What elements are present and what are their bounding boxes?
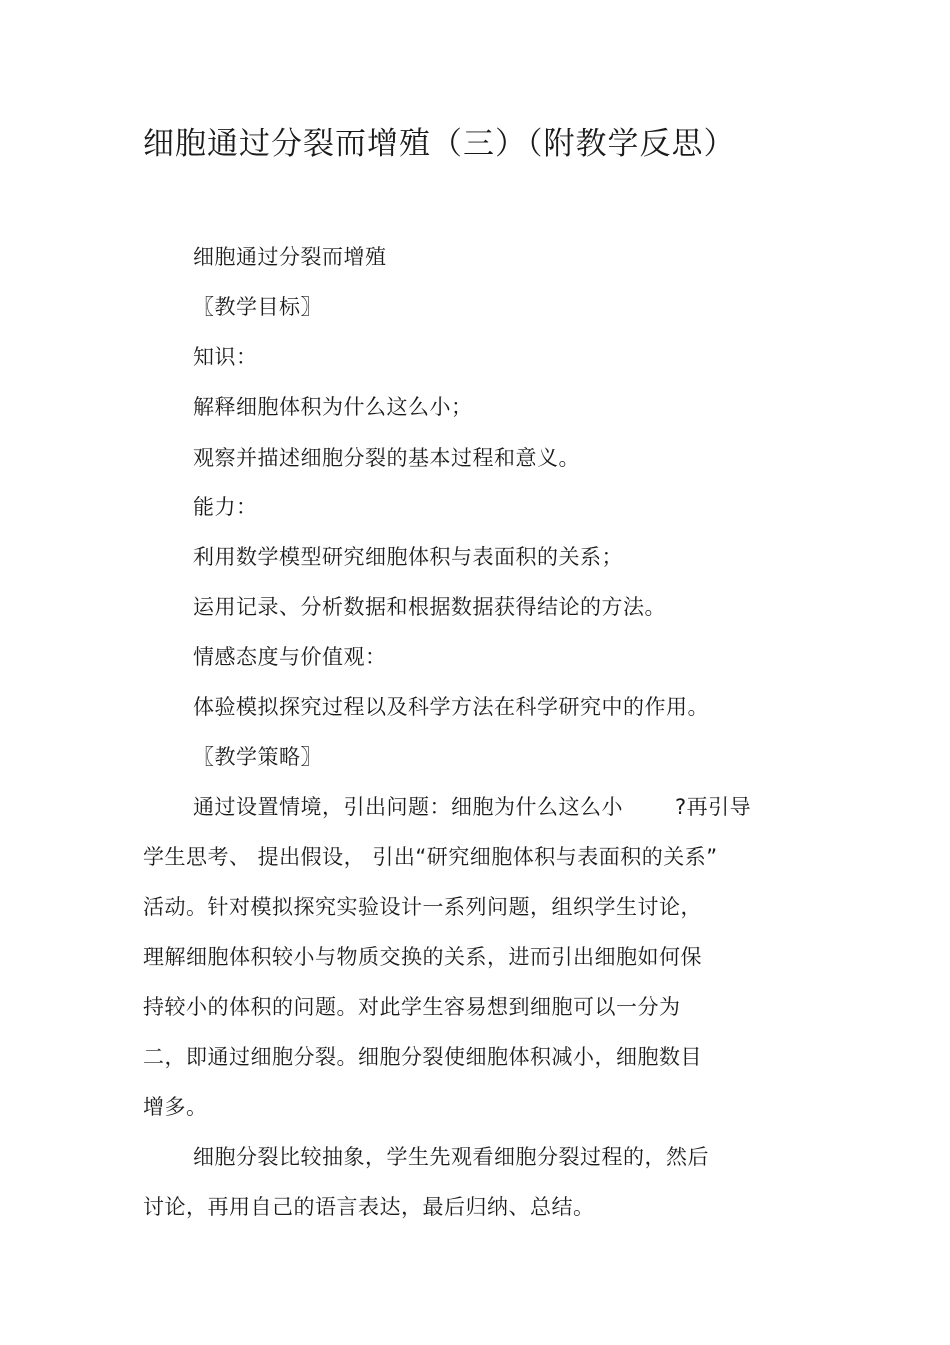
ability-item-1: 利用数学模型研究细胞体积与表面积的关系； <box>193 545 623 569</box>
strategy-line1-part-a: 通过设置情境，引出问题：细胞为什么这么小 <box>193 795 623 819</box>
attitude-heading: 情感态度与价值观： <box>193 645 387 669</box>
ability-item-2: 运用记录、分析数据和根据数据获得结论的方法。 <box>193 595 666 619</box>
strategy-line1-part-b: ?再引导 <box>675 795 752 819</box>
strategy-paragraph-line-4: 理解细胞体积较小与物质交换的关系，进而引出细胞如何保 <box>143 945 702 969</box>
strategy-paragraph-line-7: 增多。 <box>143 1095 208 1119</box>
strategy-paragraph-line-3: 活动。针对模拟探究实验设计一系列问题，组织学生讨论， <box>143 895 702 919</box>
attitude-item-1: 体验模拟探究过程以及科学方法在科学研究中的作用。 <box>193 695 709 719</box>
section-heading-teaching-strategy: 〖教学策略〗 <box>193 745 322 769</box>
knowledge-item-1: 解释细胞体积为什么这么小； <box>193 395 473 419</box>
second-paragraph-line-2: 讨论，再用自己的语言表达，最后归纳、总结。 <box>143 1195 595 1219</box>
strategy-paragraph-line-1 <box>193 792 751 822</box>
document-title: 细胞通过分裂而增殖（三）（附教学反思） <box>143 126 736 162</box>
section-heading-teaching-goals: 〖教学目标〗 <box>193 295 322 319</box>
knowledge-item-2: 观察并描述细胞分裂的基本过程和意义。 <box>193 446 580 470</box>
ability-heading: 能力： <box>193 495 258 519</box>
strategy-paragraph-line-2: 学生思考、 提出假设， 引出“研究细胞体积与表面积的关系” <box>143 845 718 869</box>
knowledge-heading: 知识： <box>193 345 258 369</box>
strategy-paragraph-line-5: 持较小的体积的问题。对此学生容易想到细胞可以一分为 <box>143 995 681 1019</box>
strategy-paragraph-line-6: 二，即通过细胞分裂。细胞分裂使细胞体积减小，细胞数目 <box>143 1045 702 1069</box>
second-paragraph-line-1: 细胞分裂比较抽象，学生先观看细胞分裂过程的，然后 <box>193 1145 709 1169</box>
subtitle-line: 细胞通过分裂而增殖 <box>193 245 387 269</box>
